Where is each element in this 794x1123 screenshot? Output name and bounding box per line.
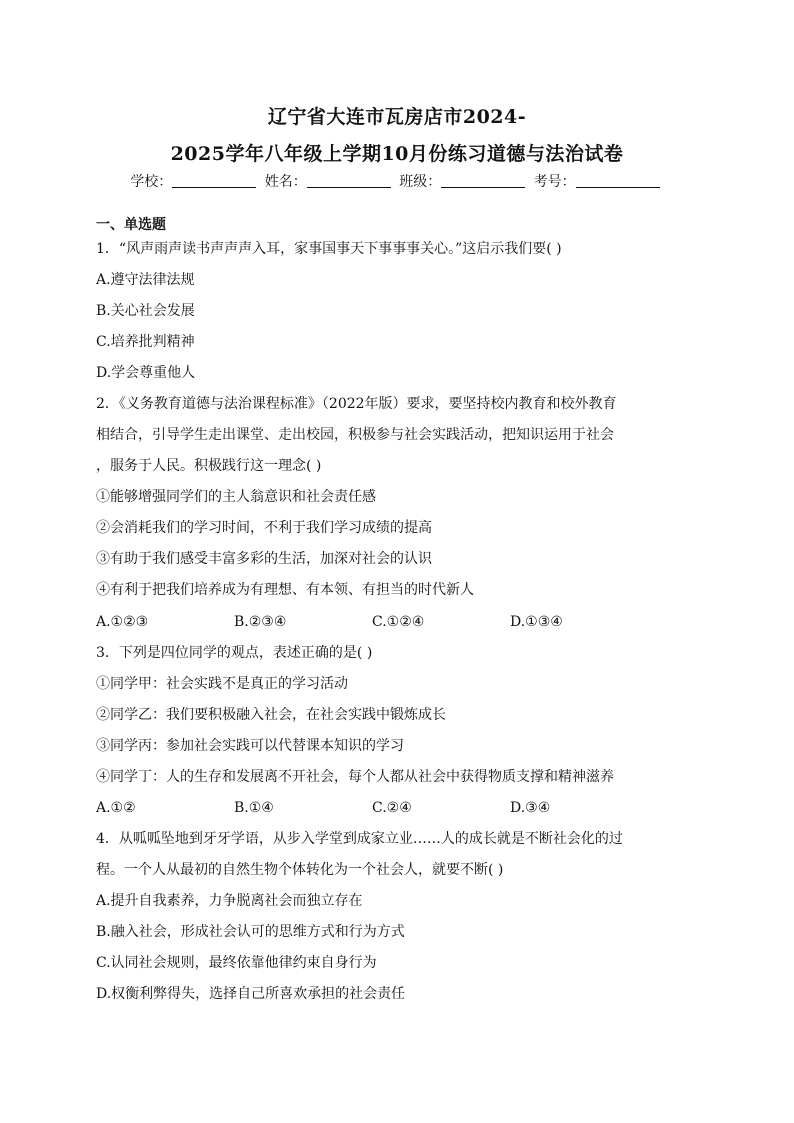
exam-title-line-2: 2025学年八年级上学期10月份练习道德与法治试卷 (170, 143, 624, 165)
exam-no-blank (576, 173, 660, 188)
q2-option-c: C.①②④ (372, 614, 425, 630)
class-label: 班级： (399, 174, 442, 190)
q4-stem-line-1: 4．从呱呱坠地到牙牙学语，从步入学堂到成家立业……人的成长就是不断社会化的过 (96, 831, 623, 847)
q2-options (96, 612, 706, 632)
q4-option-b: B.融入社会，形成社会认可的思维方式和行为方式 (96, 924, 405, 940)
school-label: 学校： (130, 174, 173, 190)
q2-statement-4: ④有利于把我们培养成为有理想、有本领、有担当的时代新人 (96, 582, 474, 598)
q1-option-c: C.培养批判精神 (96, 334, 195, 350)
q3-option-a: A.①② (96, 800, 136, 816)
q2-stem-line-2: 相结合，引导学生走出课堂、走出校园，积极参与社会实践活动，把知识运用于社会 (96, 427, 614, 443)
class-blank (441, 173, 525, 188)
q2-statement-2: ②会消耗我们的学习时间，不利于我们学习成绩的提高 (96, 520, 432, 536)
q1-option-b: B.关心社会发展 (96, 303, 195, 319)
q2-option-d: D.①③④ (510, 614, 563, 630)
student-info-row (0, 171, 794, 191)
q1-option-d: D.学会尊重他人 (96, 365, 196, 381)
exam-no-label: 考号： (533, 174, 576, 190)
name-label: 姓名： (264, 174, 307, 190)
exam-title-line-1: 辽宁省大连市瓦房店市2024- (267, 106, 527, 128)
q4-stem-line-2: 程。一个人从最初的自然生物个体转化为一个社会人，就要不断( ) (96, 862, 504, 878)
q4-option-a: A.提升自我素养，力争脱离社会而独立存在 (96, 893, 363, 909)
name-blank (307, 173, 391, 188)
q3-option-c: C.②④ (372, 800, 412, 816)
q3-statement-3: ③同学丙：参加社会实践可以代替课本知识的学习 (96, 738, 404, 754)
q2-statement-1: ①能够增强同学们的主人翁意识和社会责任感 (96, 489, 376, 505)
q3-statement-1: ①同学甲：社会实践不是真正的学习活动 (96, 676, 348, 692)
q1-option-a: A.遵守法律法规 (96, 272, 195, 288)
q3-options (96, 798, 706, 818)
q1-stem: 1．“风声雨声读书声声声入耳，家事国事天下事事事关心。”这启示我们要( ) (96, 241, 562, 257)
q2-stem-line-3: ，服务于人民。积极践行这一理念( ) (96, 458, 322, 474)
q4-option-c: C.认同社会规则，最终依靠他律约束自身行为 (96, 955, 377, 971)
q3-statement-4: ④同学丁：人的生存和发展离不开社会，每个人都从社会中获得物质支撑和精神滋养 (96, 769, 614, 785)
q2-statement-3: ③有助于我们感受丰富多彩的生活，加深对社会的认识 (96, 551, 432, 567)
q2-option-a: A.①②③ (96, 614, 149, 630)
q3-stem: 3．下列是四位同学的观点，表述正确的是( ) (96, 645, 373, 661)
q4-option-d: D.权衡利弊得失，选择自己所喜欢承担的社会责任 (96, 986, 406, 1002)
school-blank (172, 173, 256, 188)
section-heading: 一、单选题 (96, 217, 166, 233)
q2-stem-line-1: 2．《义务教育道德与法治课程标准》（2022年版）要求，要坚持校内教育和校外教育 (96, 396, 617, 412)
q3-statement-2: ②同学乙：我们要积极融入社会，在社会实践中锻炼成长 (96, 707, 446, 723)
q3-option-b: B.①④ (234, 800, 274, 816)
q3-option-d: D.③④ (510, 800, 551, 816)
q2-option-b: B.②③④ (234, 614, 287, 630)
